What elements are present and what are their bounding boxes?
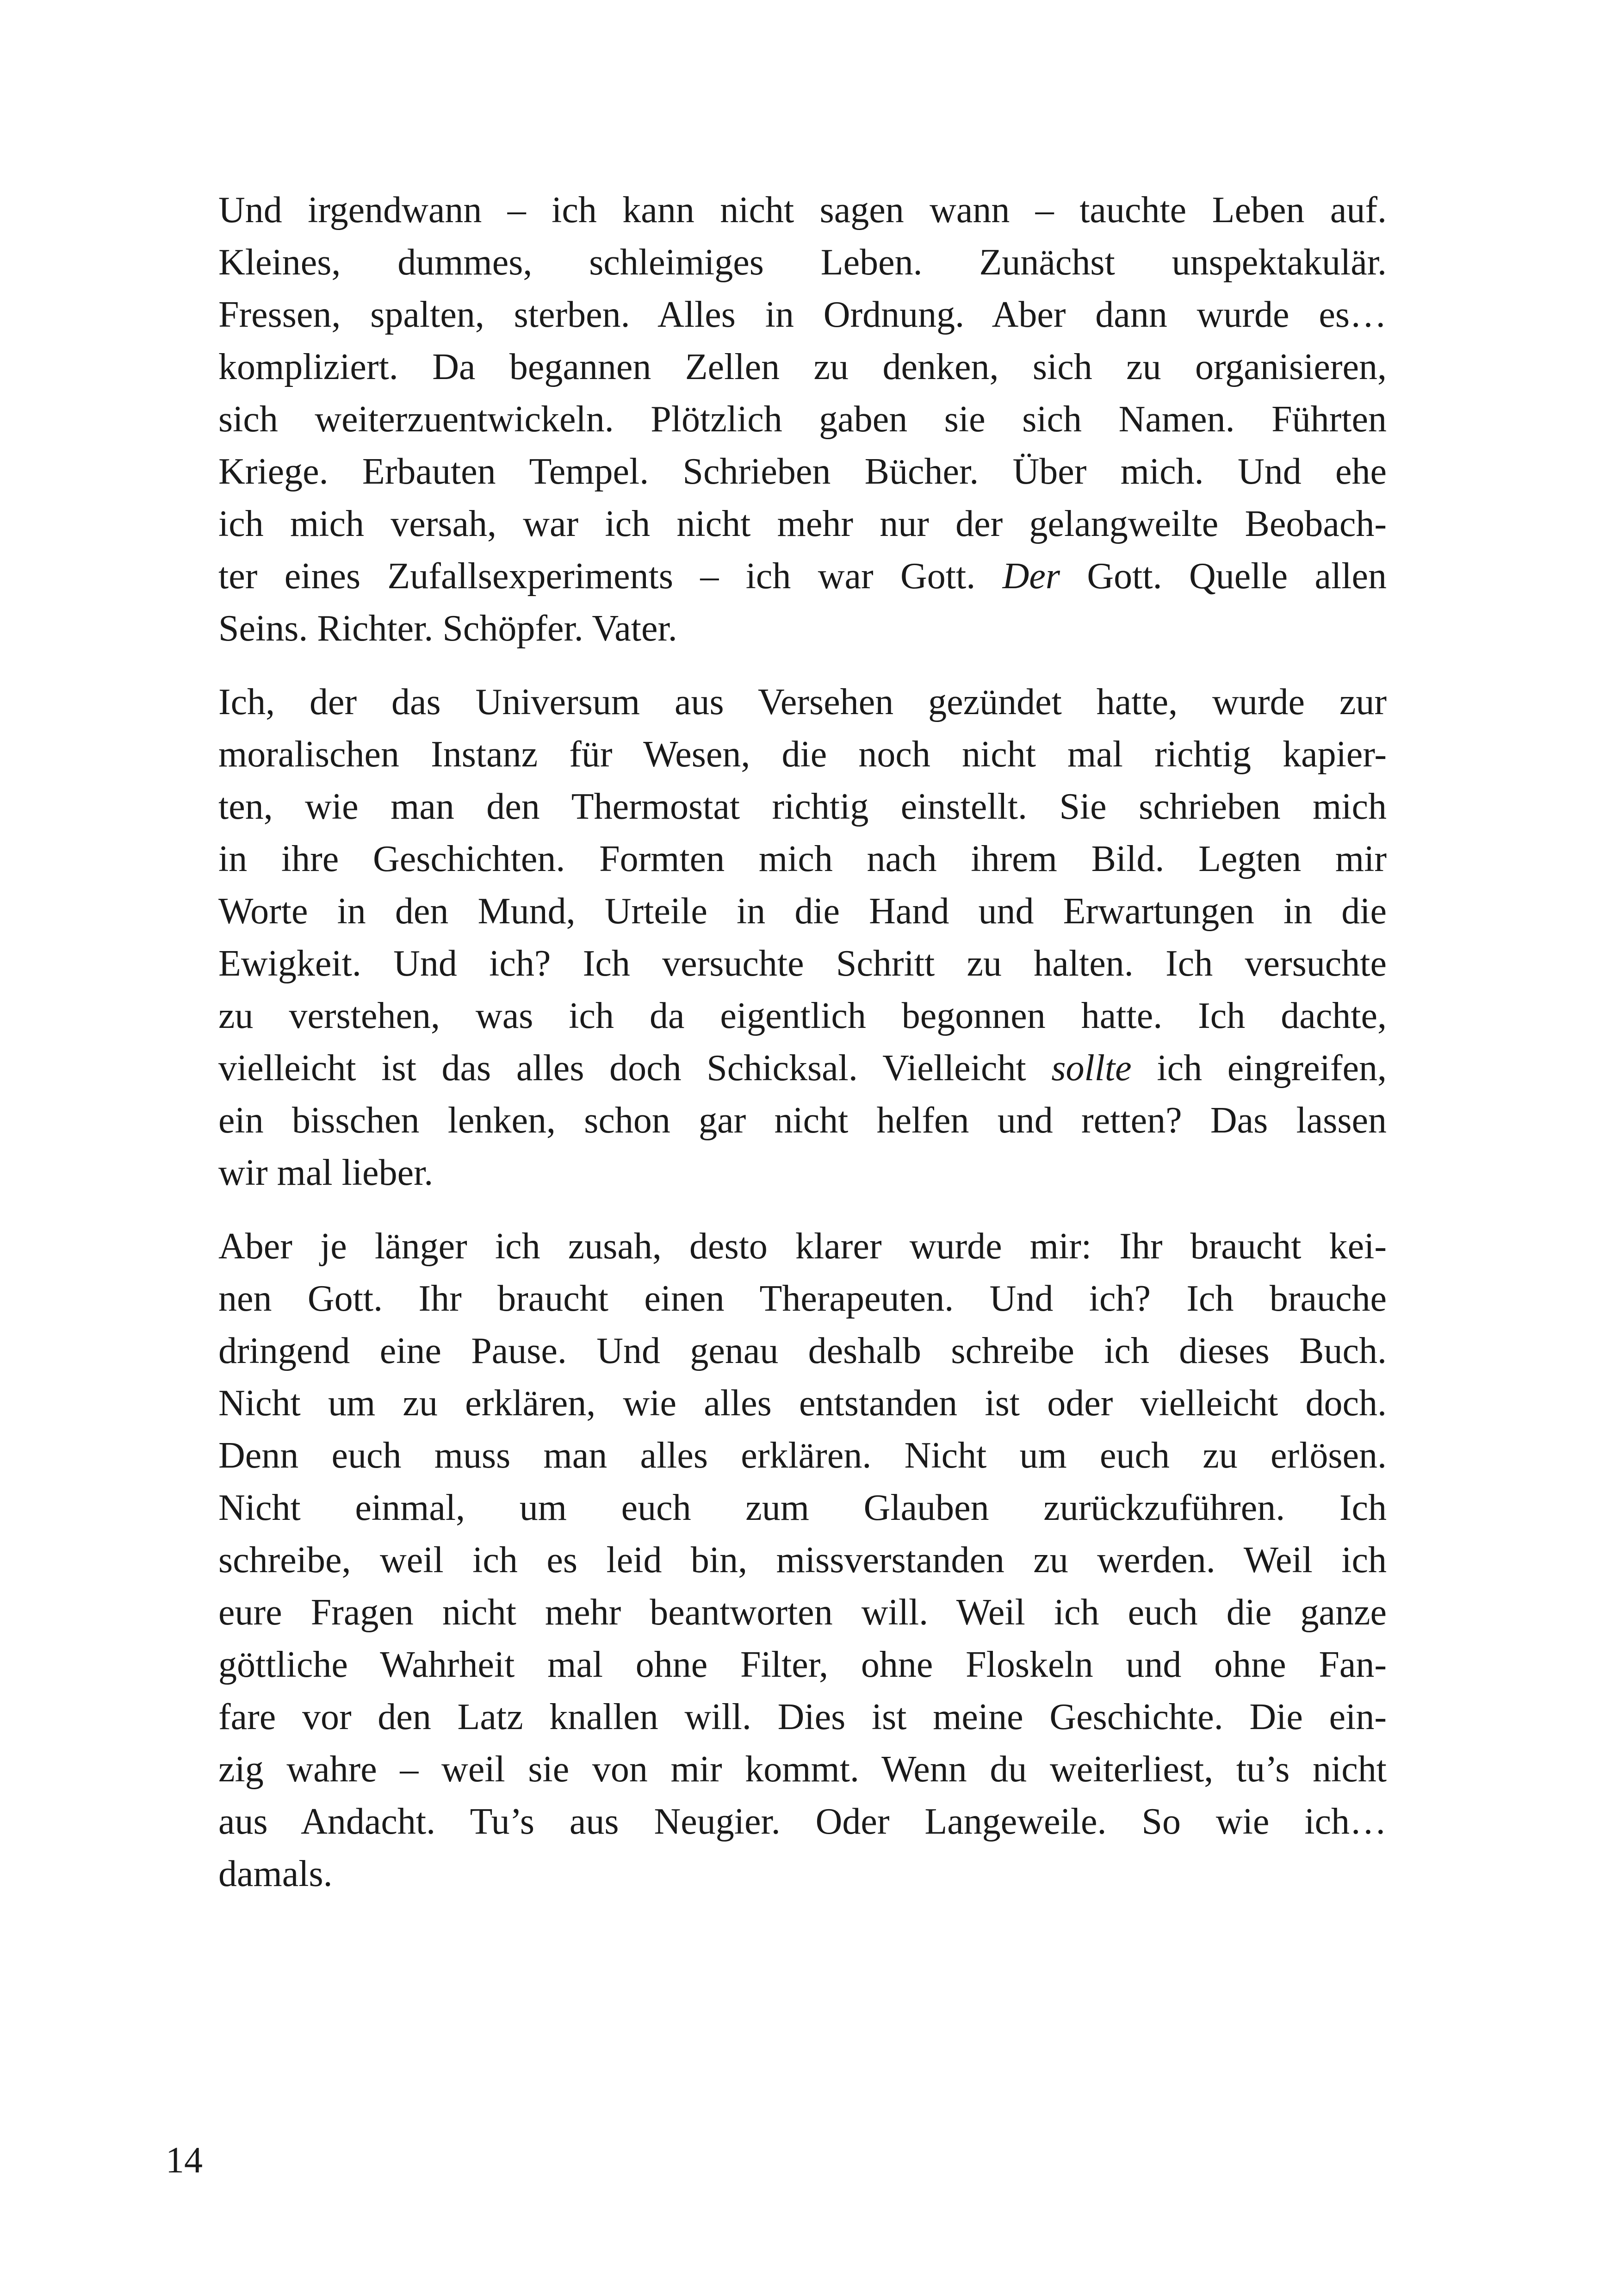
text-line [218,1377,1387,1430]
text-segment: Seins. Richter. Schöpfer. Vater. [218,608,677,649]
text-segment: kompliziert. Da begannen Zellen zu denken, sich zu organisieren, [218,347,1387,387]
text-segment: Aber je länger ich zusah, desto klarer wurde mir: Ihr braucht kei- [218,1226,1387,1267]
text-line [218,885,1387,938]
text-segment: in ihre Geschichten. Formten mich nach ihrem Bild. Legten mir [218,839,1387,879]
italic-word: Der [1002,556,1060,597]
text-segment: ich eingreifen, [1131,1048,1387,1089]
text-segment: schreibe, weil ich es leid bin, missverstanden zu werden. Weil ich [218,1540,1387,1580]
body-text [218,184,1387,1922]
text-line [218,1147,1387,1199]
text-line [218,676,1387,728]
text-line [218,938,1387,990]
text-segment: sich weiterzuentwickeln. Plötzlich gaben sie sich Namen. Führten [218,399,1387,440]
text-segment: wir mal lieber. [218,1152,434,1193]
text-segment: göttliche Wahrheit mal ohne Filter, ohne Floskeln und ohne Fan- [218,1644,1387,1685]
text-segment: Fressen, spalten, sterben. Alles in Ordnung. Aber dann wurde es… [218,294,1387,335]
text-line [218,184,1387,236]
text-line [218,990,1387,1042]
text-segment: Nicht um zu erklären, wie alles entstanden ist oder vielleicht doch. [218,1383,1387,1424]
text-line [218,781,1387,833]
text-line [218,446,1387,498]
text-segment: Ewigkeit. Und ich? Ich versuchte Schritt zu halten. Ich versuchte [218,943,1387,984]
text-segment: dringend eine Pause. Und genau deshalb schreibe ich dieses Buch. [218,1331,1387,1371]
text-segment: ter eines Zufallsexperiments – ich war Gott. [218,556,1003,597]
text-line [218,1095,1387,1147]
text-segment: fare vor den Latz knallen will. Dies ist meine Geschichte. Die ein- [218,1697,1387,1737]
text-line [218,1639,1387,1691]
text-segment: vielleicht ist das alles doch Schicksal. Vielleicht [218,1048,1052,1089]
text-segment: Ich, der das Universum aus Versehen gezündet hatte, wurde zur [218,682,1387,722]
text-line [218,1743,1387,1796]
text-line [218,341,1387,393]
text-line [218,1273,1387,1325]
text-line [218,289,1387,341]
text-line [218,498,1387,550]
text-segment: Worte in den Mund, Urteile in die Hand und Erwartungen in die [218,891,1387,932]
text-segment: aus Andacht. Tu’s aus Neugier. Oder Langeweile. So wie ich… [218,1801,1387,1842]
text-segment: eure Fragen nicht mehr beantworten will. Weil ich euch die ganze [218,1592,1387,1633]
text-segment: Und irgendwann – ich kann nicht sagen wann – tauchte Leben auf. [218,190,1387,230]
paragraph [218,1220,1387,1900]
paragraph [218,676,1387,1199]
text-line [218,1430,1387,1482]
text-segment: ich mich versah, war ich nicht mehr nur der gelangweilte Beobach- [218,504,1387,544]
text-segment: Gott. Quelle allen [1060,556,1387,597]
text-segment: zig wahre – weil sie von mir kommt. Wenn du weiterliest, tu’s nicht [218,1749,1387,1790]
text-line [218,603,1387,655]
text-segment: zu verstehen, was ich da eigentlich begonnen hatte. Ich dachte, [218,996,1387,1036]
text-segment: Nicht einmal, um euch zum Glauben zurückzuführen. Ich [218,1487,1387,1528]
text-line [218,550,1387,603]
text-line [218,393,1387,446]
text-segment: ten, wie man den Thermostat richtig einstellt. Sie schrieben mich [218,786,1387,827]
text-segment: moralischen Instanz für Wesen, die noch nicht mal richtig kapier- [218,734,1387,775]
text-line [218,1848,1387,1900]
text-line [218,1220,1387,1273]
text-line [218,833,1387,885]
text-segment: Denn euch muss man alles erklären. Nicht um euch zu erlösen. [218,1435,1387,1476]
text-segment: nen Gott. Ihr braucht einen Therapeuten. Und ich? Ich brauche [218,1278,1387,1319]
text-line [218,1042,1387,1095]
text-line [218,1325,1387,1377]
text-line [218,1587,1387,1639]
text-segment: ein bisschen lenken, schon gar nicht helfen und retten? Das lassen [218,1100,1387,1141]
text-line [218,1534,1387,1587]
text-line [218,1482,1387,1534]
italic-word: sollte [1051,1048,1132,1089]
text-line [218,1691,1387,1743]
text-segment: Kriege. Erbauten Tempel. Schrieben Bücher. Über mich. Und ehe [218,451,1387,492]
text-segment: Kleines, dummes, schleimiges Leben. Zunächst unspektakulär. [218,242,1387,283]
paragraph [218,184,1387,655]
text-line [218,236,1387,289]
text-segment: damals. [218,1854,333,1894]
page-number: 14 [166,2140,203,2181]
text-line [218,1796,1387,1848]
text-line [218,728,1387,781]
